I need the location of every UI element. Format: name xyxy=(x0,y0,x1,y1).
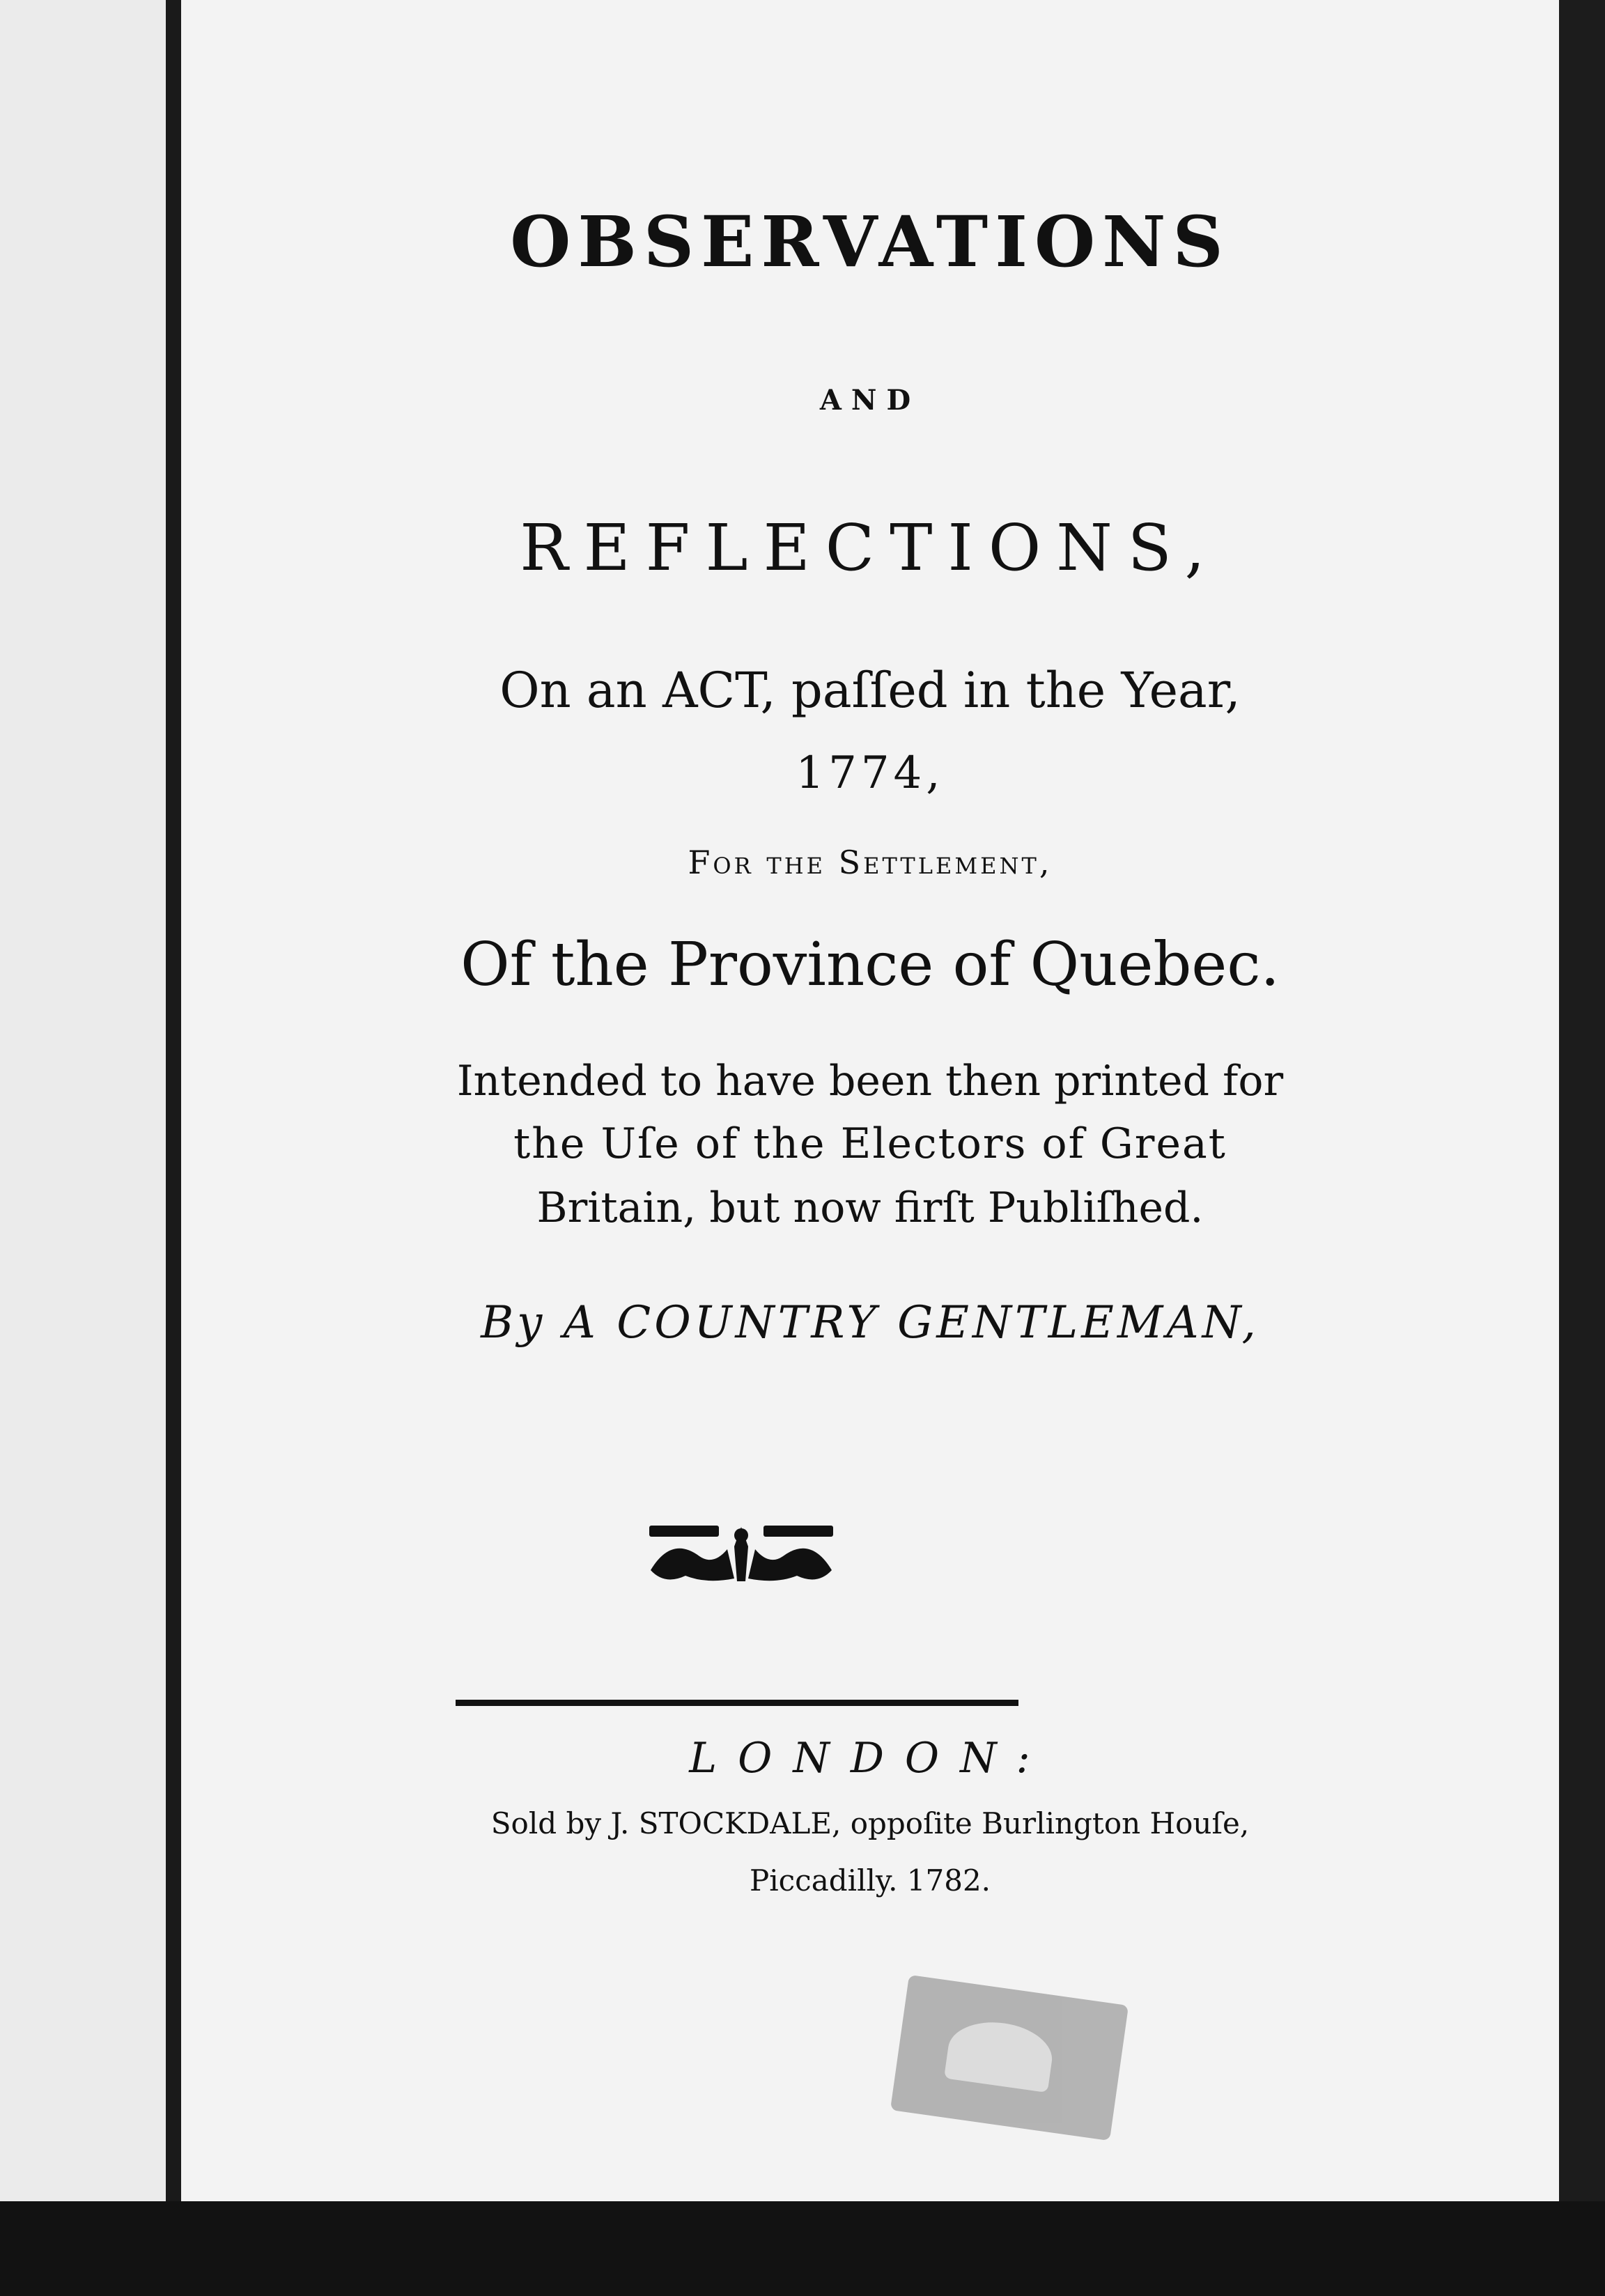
subtitle-province: Of the Province of Quebec. xyxy=(460,930,1280,1000)
intended-line-2: the Uſe of the Electors of Great xyxy=(513,1119,1227,1168)
intended-line-1: Intended to have been then printed for xyxy=(456,1057,1284,1106)
intended-line-3: Britain, but now firſt Publiſhed. xyxy=(536,1184,1204,1232)
subtitle-year: 1774, xyxy=(796,747,945,799)
page-edge-bottom xyxy=(0,2201,1605,2296)
imprint-seller: Sold by J. STOCKDALE, oppoſite Burlington Houſe, xyxy=(490,1806,1250,1840)
imprint-city: LONDON: xyxy=(689,1734,1051,1783)
imprint-place-date: Piccadilly. 1782. xyxy=(749,1863,991,1898)
subtitle-settlement: For the Settlement, xyxy=(688,844,1053,881)
book-gutter xyxy=(166,0,181,2296)
author-line: By A COUNTRY GENTLEMAN, xyxy=(481,1297,1259,1349)
title-observations: OBSERVATIONS xyxy=(510,201,1230,283)
subtitle-act: On an ACT, paſſed in the Year, xyxy=(499,662,1241,719)
imprint-rule xyxy=(456,1700,1018,1706)
printers-ornament-icon xyxy=(644,1521,839,1585)
facing-page xyxy=(0,0,166,2201)
title-reflections: REFLECTIONS, xyxy=(520,511,1220,585)
page-edge-right xyxy=(1559,0,1605,2296)
title-and: AND xyxy=(819,384,921,417)
